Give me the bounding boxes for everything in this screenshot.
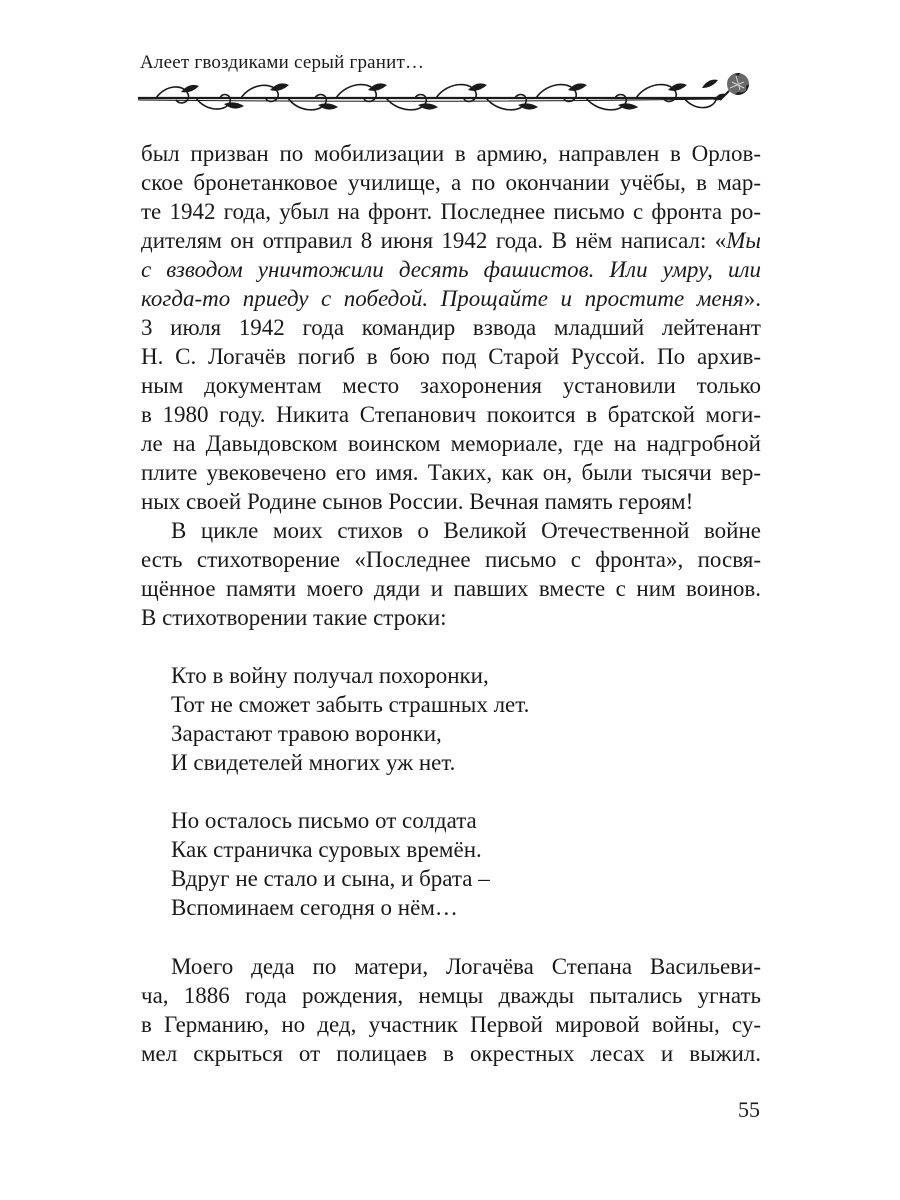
text-line: есть стихотворение «Последнее письмо с фронта», посвя- — [141, 547, 761, 572]
poem-line: Вспоминаем сегодня о нём… — [171, 895, 458, 920]
running-title: Алеет гвоздиками серый гранит… — [140, 52, 425, 73]
text-line: ское бронетанковое училище, а по окончании учёбы, в мар- — [141, 170, 761, 195]
text-line: Моего деда по матери, Логачёва Степана Васильеви- — [171, 954, 761, 979]
text-line: мел скрыться от полицаев в окрестных лесах и выжил. — [141, 1041, 761, 1066]
paragraph-continuation — [141, 139, 761, 516]
poem-line: Но осталось письмо от солдата — [171, 808, 477, 833]
text-line: 3 июля 1942 года командир взвода младший лейтенант — [141, 315, 761, 340]
text-line: когда-то приеду с победой. Прощайте и простите меня». — [141, 286, 761, 311]
text-line: в Германию, но дед, участник Первой мировой войны, су- — [141, 1012, 761, 1037]
text-line — [141, 255, 761, 284]
text-line: В цикле моих стихов о Великой Отечественной войне — [171, 518, 761, 543]
poem-line: И свидетелей многих уж нет. — [171, 750, 456, 775]
page-number: 55 — [738, 1097, 760, 1122]
text-line: плите увековечено его имя. Таких, как он, были тысячи вер- — [141, 460, 761, 485]
text-line: ных своей Родине сынов России. Вечная память героям! — [141, 489, 694, 514]
quoted-letter-text: когда-то приеду с победой. Прощайте и простите меня — [141, 286, 744, 311]
poem-stanza-2 — [171, 806, 490, 922]
text-line: дителям он отправил 8 июня 1942 года. В нём написал: «Мы — [141, 228, 761, 253]
poem-line: Зарастают травою воронки, — [171, 721, 442, 746]
text-line: Н. С. Логачёв погиб в бою под Старой Руссой. По архив- — [141, 344, 761, 369]
quoted-letter-text: с взводом уничтожили десять фашистов. Или умру, или — [141, 257, 761, 282]
text-line: ча, 1886 года рождения, немцы дважды пытались угнать — [141, 983, 761, 1008]
quoted-letter-text: Мы — [726, 228, 761, 253]
poem-line: Тот не сможет забыть страшных лет. — [171, 692, 530, 717]
text-line: был призван по мобилизации в армию, направлен в Орлов- — [141, 141, 761, 166]
text-line: те 1942 года, убыл на фронт. Последнее письмо с фронта ро- — [141, 199, 761, 224]
text-line: ле на Давыдовском воинском мемориале, где на надгробной — [141, 431, 761, 456]
text-line: в 1980 году. Никита Степанович покоится в братской моги- — [141, 402, 761, 427]
text-line: В стихотворении такие строки: — [141, 605, 447, 630]
poem-line: Как страничка суровых времён. — [171, 837, 482, 862]
text-line: ным документам место захоронения установили только — [141, 373, 761, 398]
paragraph-poem-intro — [141, 516, 761, 632]
carnation-flower-icon — [714, 72, 751, 100]
poem-line: Вдруг не стало и сына, и брата – — [171, 866, 490, 891]
poem-stanza-1 — [171, 661, 529, 777]
paragraph-grandfather — [141, 952, 761, 1068]
poem-line: Кто в войну получал похоронки, — [171, 663, 489, 688]
floral-ornament-divider — [136, 66, 762, 118]
text-line: щённое памяти моего дяди и павших вместе с ним воинов. — [141, 576, 761, 601]
